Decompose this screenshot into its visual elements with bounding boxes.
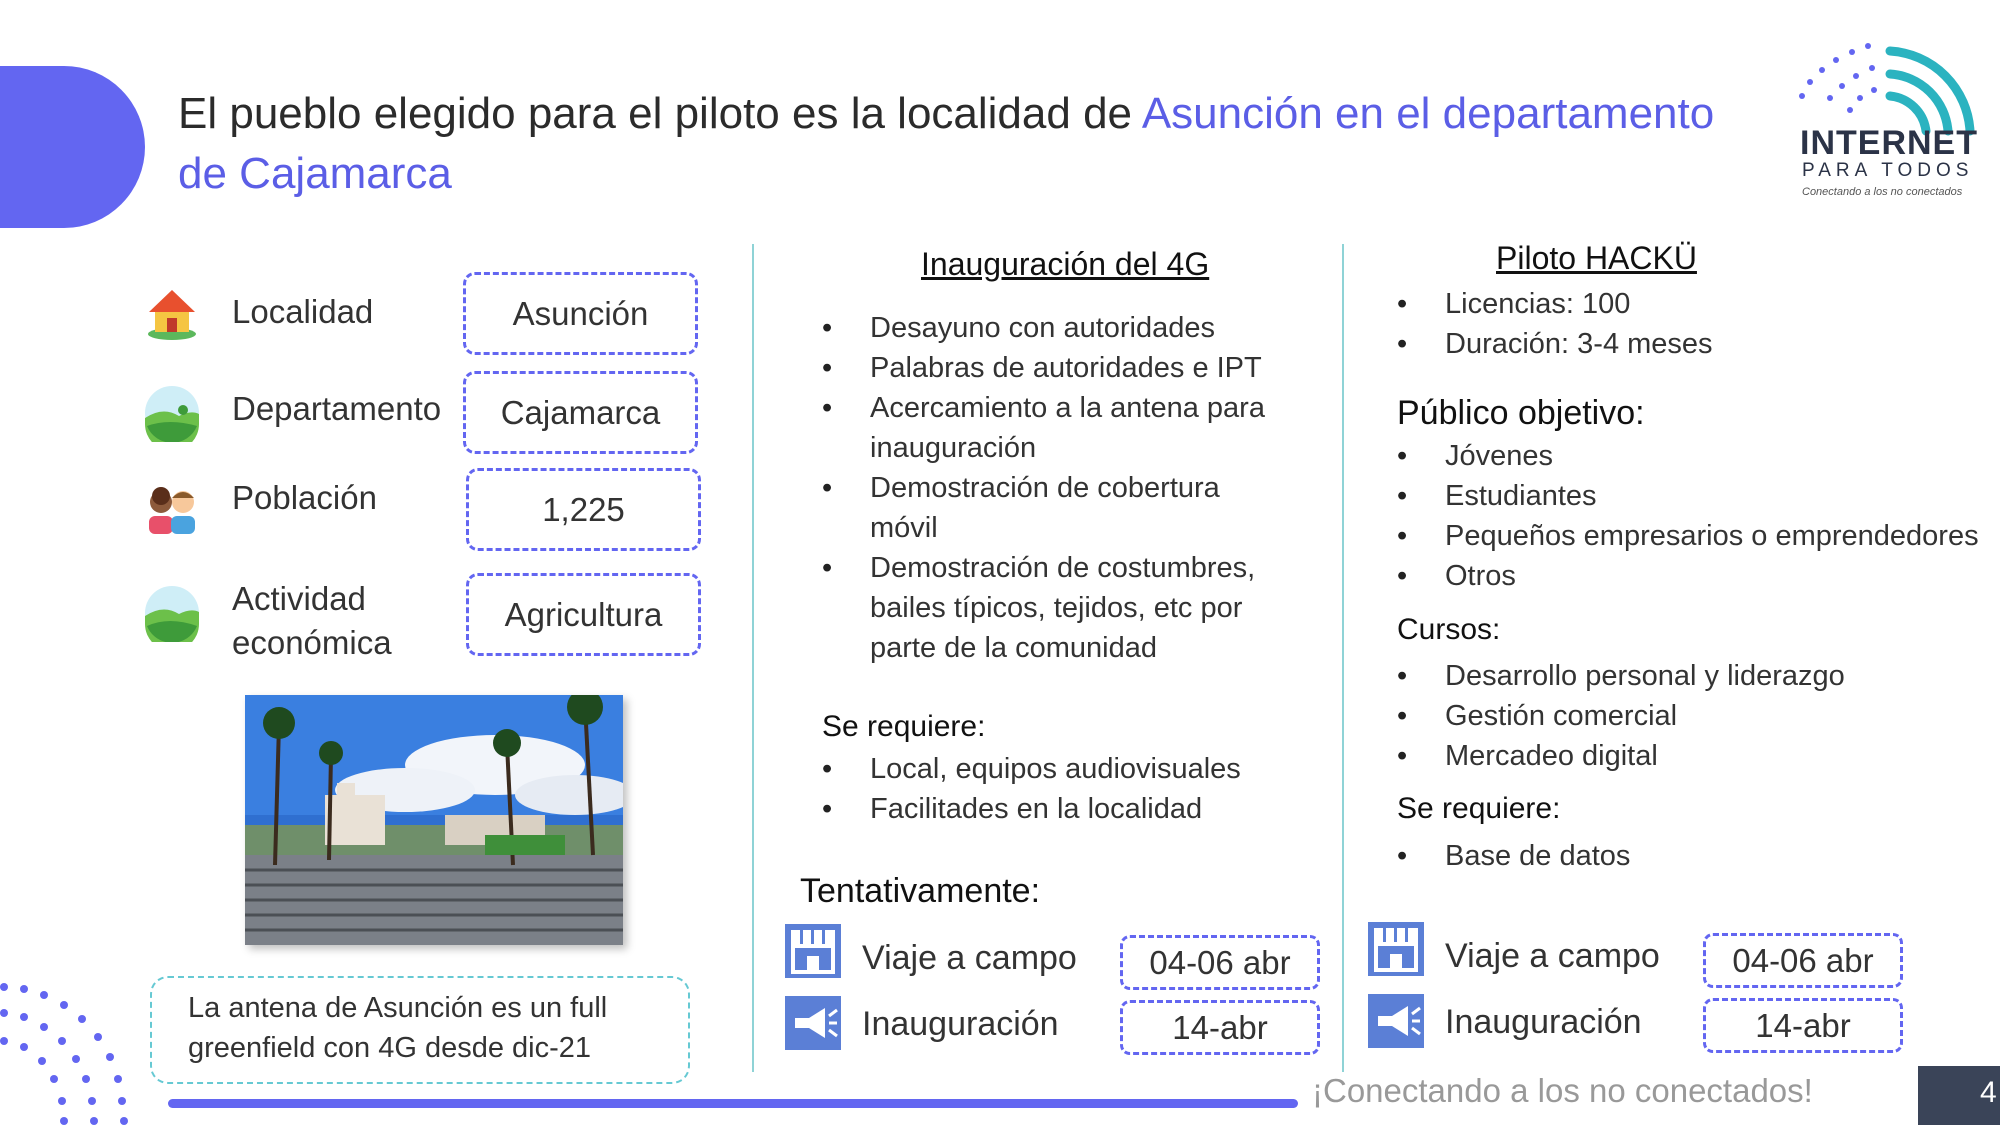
- list-item: • Base de datos: [1397, 836, 1957, 876]
- list-item: • Demostración de costumbres, bailes típicos, tejidos, etc por parte de la comunidad: [822, 548, 1282, 668]
- megaphone-icon: [1368, 994, 1424, 1048]
- list-item: • Gestión comercial: [1397, 696, 1957, 736]
- col2-req-heading: Se requiere:: [822, 710, 986, 743]
- list-item: • Desarrollo personal y liderazgo: [1397, 656, 1957, 696]
- logo-subtitle: PARA TODOS: [1802, 160, 1974, 181]
- megaphone-icon: [785, 996, 841, 1050]
- list-item: • Otros: [1397, 556, 1997, 596]
- store-icon: [1368, 922, 1424, 976]
- column-divider: [752, 244, 754, 1072]
- footer-bar: [168, 1099, 1298, 1108]
- tentative-heading: Tentativamente:: [800, 872, 1041, 910]
- list-item: • Local, equipos audiovisuales: [822, 749, 1292, 789]
- info-value-poblacion: 1,225: [466, 468, 701, 551]
- schedule-label: Viaje a campo: [1445, 937, 1660, 975]
- info-label-actividad: Actividad económica: [232, 580, 392, 661]
- list-item: • Facilitades en la localidad: [822, 789, 1292, 829]
- schedule-label: Viaje a campo: [862, 939, 1077, 977]
- town-photo: [245, 695, 623, 945]
- schedule-date: 14-abr: [1703, 998, 1903, 1053]
- list-item: • Desayuno con autoridades: [822, 308, 1282, 348]
- col3-req-list: [1397, 836, 1957, 876]
- col2-heading: Inauguración del 4G: [921, 246, 1210, 282]
- house-icon: [143, 284, 201, 342]
- schedule-date: 04-06 abr: [1120, 935, 1320, 990]
- footer-tagline: ¡Conectando a los no conectados!: [1312, 1072, 1813, 1109]
- list-item: • Palabras de autoridades e IPT: [822, 348, 1282, 388]
- list-item: • Duración: 3-4 meses: [1397, 324, 1957, 364]
- schedule-label: Inauguración: [1445, 1003, 1642, 1041]
- col3-req-heading: Se requiere:: [1397, 792, 1561, 825]
- title-highlight: Asunción en el departamento de Cajamarca: [178, 89, 1715, 198]
- list-item: • Pequeños empresarios o emprendedores: [1397, 516, 1997, 556]
- logo-slogan: Conectando a los no conectados: [1802, 186, 1963, 198]
- store-icon: [785, 924, 841, 978]
- antenna-note: La antena de Asunción es un full greenfield con 4G desde dic-21: [150, 976, 690, 1084]
- info-label-departamento: Departamento: [232, 390, 442, 427]
- col2-req-list: [822, 749, 1292, 829]
- page-number: 4: [1918, 1066, 2000, 1125]
- page-title: [178, 84, 1758, 204]
- schedule-date: 04-06 abr: [1703, 933, 1903, 988]
- info-value-localidad: Asunción: [463, 272, 698, 355]
- schedule-label: Inauguración: [862, 1005, 1059, 1043]
- schedule-date: 14-abr: [1120, 1000, 1320, 1055]
- public-heading: Público objetivo:: [1397, 394, 1645, 432]
- courses-heading: Cursos:: [1397, 613, 1501, 646]
- list-item: • Jóvenes: [1397, 436, 1997, 476]
- courses-list: [1397, 656, 1957, 776]
- public-list: [1397, 436, 1997, 596]
- list-item: • Estudiantes: [1397, 476, 1997, 516]
- col3-heading: Piloto HACKÜ: [1496, 240, 1697, 276]
- info-label-localidad: Localidad: [232, 293, 374, 330]
- list-item: • Licencias: 100: [1397, 284, 1957, 324]
- info-label-poblacion: Población: [232, 479, 377, 516]
- info-value-actividad: Agricultura: [466, 573, 701, 656]
- column-divider: [1342, 244, 1344, 1072]
- list-item: • Demostración de cobertura móvil: [822, 468, 1282, 548]
- decorative-dots: [0, 975, 150, 1125]
- accent-shape: [0, 66, 145, 228]
- col2-list: [822, 308, 1282, 668]
- col3-list: [1397, 284, 1957, 364]
- logo-title: INTERNET: [1800, 124, 1978, 162]
- list-item: • Mercadeo digital: [1397, 736, 1957, 776]
- list-item: • Acercamiento a la antena para inauguración: [822, 388, 1282, 468]
- field-icon: [143, 584, 201, 642]
- people-icon: [143, 480, 201, 538]
- landscape-icon: [143, 384, 201, 442]
- title-text: El pueblo elegido para el piloto es la localidad de: [178, 89, 1142, 138]
- info-value-departamento: Cajamarca: [463, 371, 698, 454]
